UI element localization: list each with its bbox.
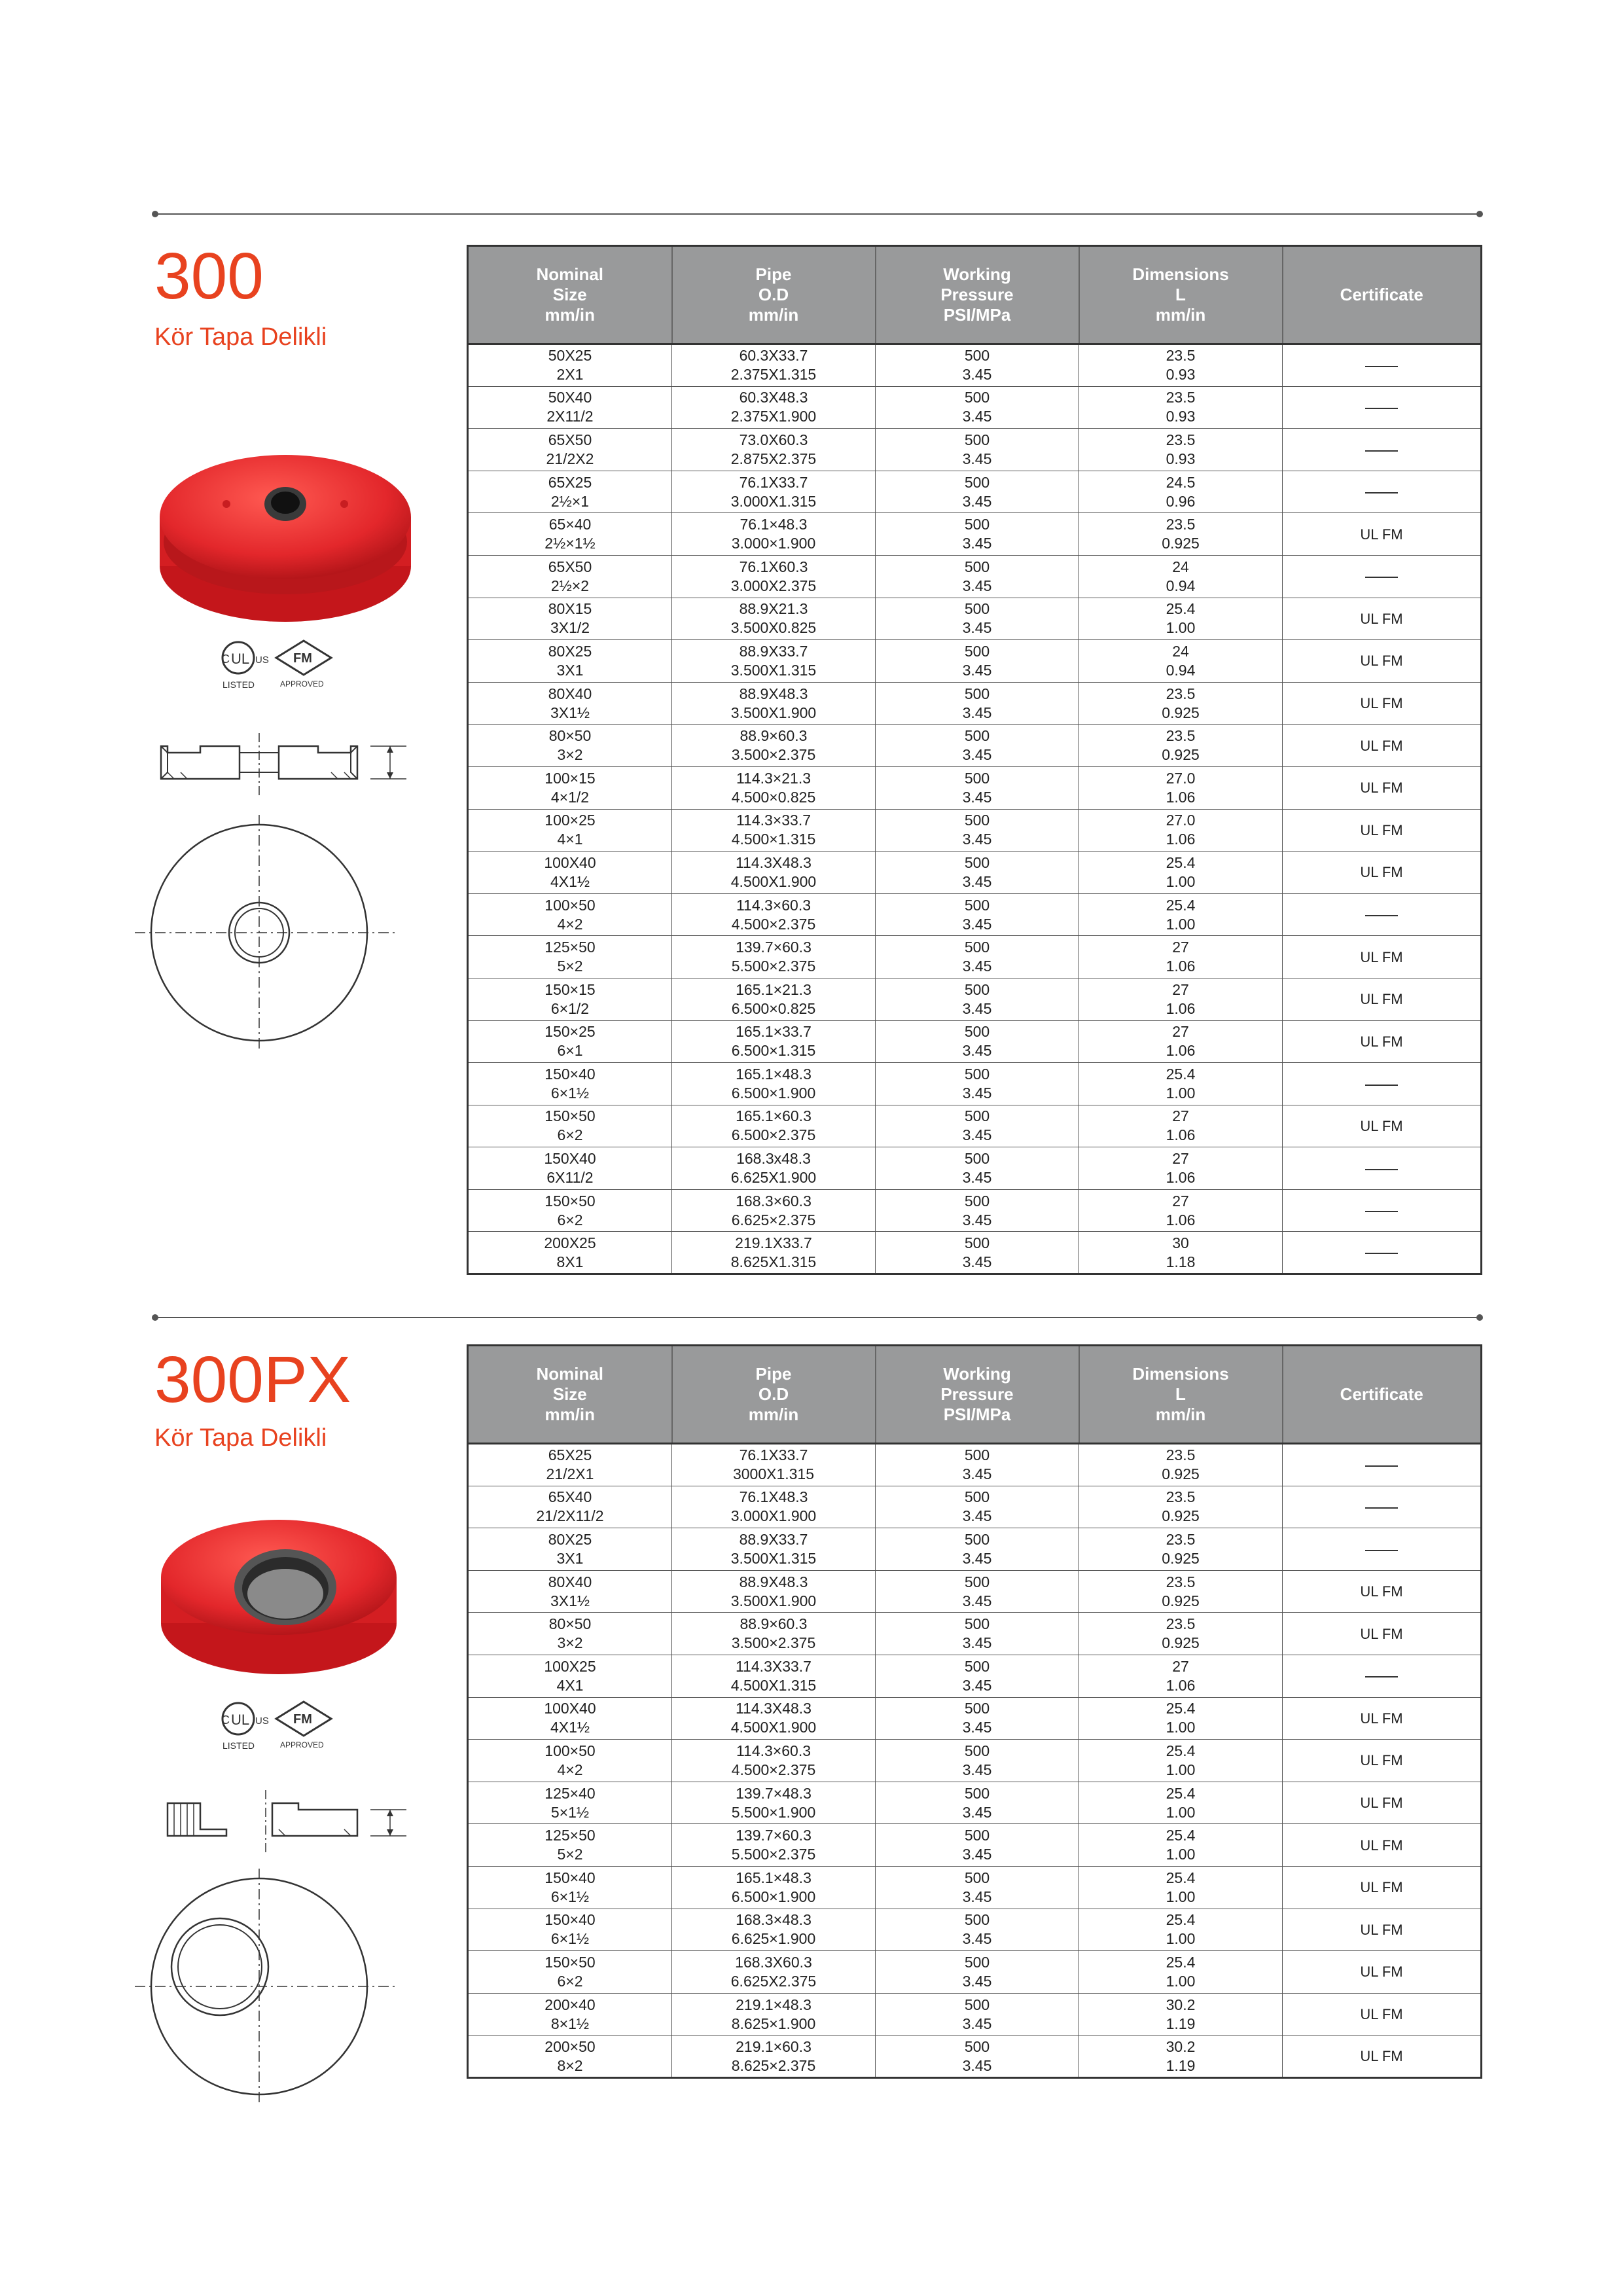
cell-nominal-size: 65X25 21/2X1 bbox=[468, 1444, 672, 1486]
cell-nominal-size: 80X40 3X1½ bbox=[468, 682, 672, 725]
not-certified-dash bbox=[1365, 366, 1398, 367]
table-body-300px bbox=[468, 1444, 1482, 2078]
cell-pipe-od: 76.1×48.3 3.000×1.900 bbox=[672, 513, 876, 556]
cell-nominal-size: 80X15 3X1/2 bbox=[468, 598, 672, 640]
not-certified-dash bbox=[1365, 1550, 1398, 1551]
cell-dimension-l: 25.4 1.00 bbox=[1079, 893, 1283, 936]
header-dimensions: Dimensions L mm/in bbox=[1079, 246, 1283, 344]
cell-nominal-size: 150×40 6×1½ bbox=[468, 1866, 672, 1909]
cell-nominal-size: 65X40 21/2X11/2 bbox=[468, 1486, 672, 1528]
cell-working-pressure: 500 3.45 bbox=[876, 1993, 1079, 2036]
product-photo-blind-cap-icon bbox=[154, 425, 416, 628]
not-certified-dash bbox=[1365, 1169, 1398, 1170]
cell-dimension-l: 25.4 1.00 bbox=[1079, 1951, 1283, 1994]
table-row bbox=[468, 1570, 1482, 1613]
cell-dimension-l: 25.4 1.00 bbox=[1079, 1782, 1283, 1824]
cell-nominal-size: 150×50 6×2 bbox=[468, 1105, 672, 1147]
cell-working-pressure: 500 3.45 bbox=[876, 1740, 1079, 1782]
table-row bbox=[468, 1189, 1482, 1232]
cell-working-pressure: 500 3.45 bbox=[876, 682, 1079, 725]
cell-pipe-od: 114.3×33.7 4.500×1.315 bbox=[672, 809, 876, 852]
cell-certificate bbox=[1283, 555, 1482, 598]
cell-dimension-l: 23.5 0.93 bbox=[1079, 344, 1283, 387]
cell-working-pressure: 500 3.45 bbox=[876, 555, 1079, 598]
cell-working-pressure: 500 3.45 bbox=[876, 1486, 1079, 1528]
cell-nominal-size: 100X40 4X1½ bbox=[468, 1697, 672, 1740]
table-row bbox=[468, 1105, 1482, 1147]
table-row bbox=[468, 513, 1482, 556]
cell-pipe-od: 139.7×60.3 5.500×2.375 bbox=[672, 1824, 876, 1867]
cell-dimension-l: 24.5 0.96 bbox=[1079, 471, 1283, 513]
fm-caption: APPROVED bbox=[280, 679, 324, 689]
certification-logos-300px bbox=[213, 1699, 344, 1755]
cell-pipe-od: 168.3×60.3 6.625×2.375 bbox=[672, 1189, 876, 1232]
cell-certificate bbox=[1283, 386, 1482, 429]
product-subtitle-300: Kör Tapa Delikli bbox=[154, 323, 327, 351]
cell-working-pressure: 500 3.45 bbox=[876, 1613, 1079, 1655]
table-row bbox=[468, 1020, 1482, 1063]
table-row bbox=[468, 1951, 1482, 1994]
cell-nominal-size: 50X25 2X1 bbox=[468, 344, 672, 387]
cell-pipe-od: 165.1×33.7 6.500×1.315 bbox=[672, 1020, 876, 1063]
cell-dimension-l: 25.4 1.00 bbox=[1079, 1866, 1283, 1909]
ul-left-letter: C bbox=[221, 1713, 230, 1727]
section-divider-middle bbox=[154, 1317, 1480, 1318]
cell-pipe-od: 88.9X33.7 3.500X1.315 bbox=[672, 640, 876, 683]
ul-right-letters: US bbox=[255, 1715, 269, 1727]
cell-pipe-od: 88.9X33.7 3.500X1.315 bbox=[672, 1528, 876, 1571]
cell-dimension-l: 27.0 1.06 bbox=[1079, 809, 1283, 852]
cell-certificate bbox=[1283, 471, 1482, 513]
cell-pipe-od: 219.1×48.3 8.625×1.900 bbox=[672, 1993, 876, 2036]
cell-working-pressure: 500 3.45 bbox=[876, 1866, 1079, 1909]
cell-certificate bbox=[1283, 1486, 1482, 1528]
table-row bbox=[468, 1824, 1482, 1867]
table-row bbox=[468, 1528, 1482, 1571]
cell-working-pressure: 500 3.45 bbox=[876, 429, 1079, 471]
header-pipe-od: Pipe O.D mm/in bbox=[672, 246, 876, 344]
table-row bbox=[468, 386, 1482, 429]
cell-dimension-l: 23.5 0.925 bbox=[1079, 1570, 1283, 1613]
not-certified-dash bbox=[1365, 1465, 1398, 1467]
cell-certificate: UL FM bbox=[1283, 2036, 1482, 2078]
cell-pipe-od: 114.3X33.7 4.500X1.315 bbox=[672, 1655, 876, 1697]
cell-nominal-size: 125×40 5×1½ bbox=[468, 1782, 672, 1824]
cell-dimension-l: 23.5 0.93 bbox=[1079, 429, 1283, 471]
table-row bbox=[468, 1232, 1482, 1274]
cell-pipe-od: 168.3×48.3 6.625×1.900 bbox=[672, 1909, 876, 1951]
cell-certificate: UL FM bbox=[1283, 1782, 1482, 1824]
cell-pipe-od: 114.3X48.3 4.500X1.900 bbox=[672, 1697, 876, 1740]
table-row bbox=[468, 1444, 1482, 1486]
table-row bbox=[468, 766, 1482, 809]
cell-nominal-size: 80X25 3X1 bbox=[468, 640, 672, 683]
cell-working-pressure: 500 3.45 bbox=[876, 1528, 1079, 1571]
spec-table-300 bbox=[467, 245, 1482, 1275]
cell-pipe-od: 88.9X48.3 3.500X1.900 bbox=[672, 682, 876, 725]
cell-nominal-size: 65X50 21/2X2 bbox=[468, 429, 672, 471]
table-row bbox=[468, 1613, 1482, 1655]
cell-pipe-od: 168.3X60.3 6.625X2.375 bbox=[672, 1951, 876, 1994]
cell-certificate bbox=[1283, 1232, 1482, 1274]
cell-dimension-l: 23.5 0.925 bbox=[1079, 1486, 1283, 1528]
cell-working-pressure: 500 3.45 bbox=[876, 725, 1079, 767]
cell-pipe-od: 114.3×21.3 4.500×0.825 bbox=[672, 766, 876, 809]
cell-nominal-size: 200×50 8×2 bbox=[468, 2036, 672, 2078]
cell-dimension-l: 23.5 0.925 bbox=[1079, 1444, 1283, 1486]
header-certificate: Certificate bbox=[1283, 246, 1482, 344]
cell-working-pressure: 500 3.45 bbox=[876, 1232, 1079, 1274]
cell-pipe-od: 165.1×48.3 6.500×1.900 bbox=[672, 1063, 876, 1105]
header-nominal-size: Nominal Size mm/in bbox=[468, 246, 672, 344]
cell-nominal-size: 150×50 6×2 bbox=[468, 1189, 672, 1232]
section-drawing-300px-icon bbox=[154, 1790, 416, 1856]
product-code-300px: 300PX bbox=[154, 1343, 351, 1416]
cell-certificate: UL FM bbox=[1283, 682, 1482, 725]
cell-dimension-l: 25.4 1.00 bbox=[1079, 1697, 1283, 1740]
plan-drawing-300-icon bbox=[135, 815, 410, 1050]
cell-certificate: UL FM bbox=[1283, 1740, 1482, 1782]
cell-working-pressure: 500 3.45 bbox=[876, 1951, 1079, 1994]
cell-certificate bbox=[1283, 1655, 1482, 1697]
table-row bbox=[468, 1655, 1482, 1697]
table-row bbox=[468, 1866, 1482, 1909]
product-code-300: 300 bbox=[154, 240, 264, 313]
ul-left-letter: C bbox=[221, 653, 230, 666]
cell-dimension-l: 23.5 0.925 bbox=[1079, 1528, 1283, 1571]
cell-working-pressure: 500 3.45 bbox=[876, 978, 1079, 1020]
cell-working-pressure: 500 3.45 bbox=[876, 893, 1079, 936]
cell-working-pressure: 500 3.45 bbox=[876, 513, 1079, 556]
cell-nominal-size: 150×50 6×2 bbox=[468, 1951, 672, 1994]
cell-dimension-l: 27 1.06 bbox=[1079, 1105, 1283, 1147]
cell-certificate: UL FM bbox=[1283, 936, 1482, 978]
cell-nominal-size: 80X25 3X1 bbox=[468, 1528, 672, 1571]
fm-center-letters: FM bbox=[293, 1712, 312, 1727]
cell-working-pressure: 500 3.45 bbox=[876, 1147, 1079, 1190]
cell-pipe-od: 88.9X21.3 3.500X0.825 bbox=[672, 598, 876, 640]
cell-nominal-size: 200X25 8X1 bbox=[468, 1232, 672, 1274]
cell-certificate: UL FM bbox=[1283, 513, 1482, 556]
table-row bbox=[468, 1740, 1482, 1782]
cell-working-pressure: 500 3.45 bbox=[876, 2036, 1079, 2078]
certification-logos-300 bbox=[213, 638, 344, 694]
header-working-pressure: Working Pressure PSI/MPa bbox=[876, 1346, 1079, 1444]
cell-pipe-od: 88.9×60.3 3.500×2.375 bbox=[672, 725, 876, 767]
cell-certificate: UL FM bbox=[1283, 1697, 1482, 1740]
cell-working-pressure: 500 3.45 bbox=[876, 1824, 1079, 1867]
cell-certificate bbox=[1283, 429, 1482, 471]
cell-pipe-od: 168.3x48.3 6.625X1.900 bbox=[672, 1147, 876, 1190]
product-subtitle-300px: Kör Tapa Delikli bbox=[154, 1424, 327, 1452]
cell-working-pressure: 500 3.45 bbox=[876, 1020, 1079, 1063]
table-row bbox=[468, 2036, 1482, 2078]
cell-pipe-od: 76.1X48.3 3.000X1.900 bbox=[672, 1486, 876, 1528]
not-certified-dash bbox=[1365, 1211, 1398, 1212]
section-divider-top bbox=[154, 213, 1480, 215]
cell-dimension-l: 23.5 0.93 bbox=[1079, 386, 1283, 429]
cell-pipe-od: 219.1×60.3 8.625×2.375 bbox=[672, 2036, 876, 2078]
cell-dimension-l: 30.2 1.19 bbox=[1079, 1993, 1283, 2036]
cell-nominal-size: 100X40 4X1½ bbox=[468, 852, 672, 894]
cell-dimension-l: 30.2 1.19 bbox=[1079, 2036, 1283, 2078]
cell-nominal-size: 150×40 6×1½ bbox=[468, 1909, 672, 1951]
cell-certificate: UL FM bbox=[1283, 1105, 1482, 1147]
cell-dimension-l: 25.4 1.00 bbox=[1079, 598, 1283, 640]
cell-nominal-size: 200×40 8×1½ bbox=[468, 1993, 672, 2036]
cell-dimension-l: 24 0.94 bbox=[1079, 640, 1283, 683]
table-row bbox=[468, 1063, 1482, 1105]
cell-dimension-l: 25.4 1.00 bbox=[1079, 1740, 1283, 1782]
ul-center-letters: UL bbox=[231, 1712, 250, 1728]
cell-certificate: UL FM bbox=[1283, 1866, 1482, 1909]
cell-working-pressure: 500 3.45 bbox=[876, 1063, 1079, 1105]
cell-dimension-l: 23.5 0.925 bbox=[1079, 682, 1283, 725]
cell-dimension-l: 23.5 0.925 bbox=[1079, 725, 1283, 767]
cell-certificate: UL FM bbox=[1283, 1613, 1482, 1655]
cell-working-pressure: 500 3.45 bbox=[876, 1909, 1079, 1951]
cell-pipe-od: 165.1×48.3 6.500×1.900 bbox=[672, 1866, 876, 1909]
cell-nominal-size: 100×25 4×1 bbox=[468, 809, 672, 852]
cell-pipe-od: 114.3X48.3 4.500X1.900 bbox=[672, 852, 876, 894]
cell-working-pressure: 500 3.45 bbox=[876, 640, 1079, 683]
header-certificate: Certificate bbox=[1283, 1346, 1482, 1444]
cell-nominal-size: 80×50 3×2 bbox=[468, 1613, 672, 1655]
cell-nominal-size: 100×50 4×2 bbox=[468, 893, 672, 936]
cell-dimension-l: 27 1.06 bbox=[1079, 1147, 1283, 1190]
cell-certificate bbox=[1283, 344, 1482, 387]
table-row bbox=[468, 852, 1482, 894]
cell-pipe-od: 88.9X48.3 3.500X1.900 bbox=[672, 1570, 876, 1613]
fm-center-letters: FM bbox=[293, 651, 312, 666]
cell-pipe-od: 139.7×60.3 5.500×2.375 bbox=[672, 936, 876, 978]
cell-dimension-l: 27 1.06 bbox=[1079, 1655, 1283, 1697]
not-certified-dash bbox=[1365, 408, 1398, 409]
cell-certificate bbox=[1283, 1063, 1482, 1105]
table-row bbox=[468, 1697, 1482, 1740]
cell-dimension-l: 27 1.06 bbox=[1079, 936, 1283, 978]
cell-certificate: UL FM bbox=[1283, 1993, 1482, 2036]
cell-pipe-od: 139.7×48.3 5.500×1.900 bbox=[672, 1782, 876, 1824]
table-row bbox=[468, 555, 1482, 598]
not-certified-dash bbox=[1365, 1085, 1398, 1086]
cell-certificate: UL FM bbox=[1283, 1570, 1482, 1613]
cell-pipe-od: 76.1X33.7 3.000X1.315 bbox=[672, 471, 876, 513]
table-row bbox=[468, 598, 1482, 640]
cell-certificate: UL FM bbox=[1283, 809, 1482, 852]
table-row bbox=[468, 1993, 1482, 2036]
cell-nominal-size: 80X40 3X1½ bbox=[468, 1570, 672, 1613]
cell-working-pressure: 500 3.45 bbox=[876, 1570, 1079, 1613]
table-row bbox=[468, 1486, 1482, 1528]
cell-certificate: UL FM bbox=[1283, 978, 1482, 1020]
cell-certificate: UL FM bbox=[1283, 640, 1482, 683]
not-certified-dash bbox=[1365, 1507, 1398, 1509]
not-certified-dash bbox=[1365, 915, 1398, 916]
cell-dimension-l: 23.5 0.925 bbox=[1079, 513, 1283, 556]
cell-certificate: UL FM bbox=[1283, 1909, 1482, 1951]
table-row bbox=[468, 1147, 1482, 1190]
cell-nominal-size: 150×40 6×1½ bbox=[468, 1063, 672, 1105]
cell-certificate: UL FM bbox=[1283, 1020, 1482, 1063]
spec-table-300px bbox=[467, 1344, 1482, 2079]
cell-certificate bbox=[1283, 1528, 1482, 1571]
table-row bbox=[468, 1782, 1482, 1824]
cell-pipe-od: 76.1X33.7 3000X1.315 bbox=[672, 1444, 876, 1486]
table-row bbox=[468, 725, 1482, 767]
table-row bbox=[468, 809, 1482, 852]
table-row bbox=[468, 1909, 1482, 1951]
cell-nominal-size: 100×15 4×1/2 bbox=[468, 766, 672, 809]
cell-working-pressure: 500 3.45 bbox=[876, 936, 1079, 978]
cell-dimension-l: 27 1.06 bbox=[1079, 1189, 1283, 1232]
cell-working-pressure: 500 3.45 bbox=[876, 766, 1079, 809]
cell-dimension-l: 25.4 1.00 bbox=[1079, 1824, 1283, 1867]
cell-pipe-od: 60.3X48.3 2.375X1.900 bbox=[672, 386, 876, 429]
cell-pipe-od: 88.9×60.3 3.500×2.375 bbox=[672, 1613, 876, 1655]
cell-dimension-l: 25.4 1.00 bbox=[1079, 1063, 1283, 1105]
cell-nominal-size: 100X25 4X1 bbox=[468, 1655, 672, 1697]
cell-pipe-od: 60.3X33.7 2.375X1.315 bbox=[672, 344, 876, 387]
cell-dimension-l: 23.5 0.925 bbox=[1079, 1613, 1283, 1655]
cell-nominal-size: 65×40 2½×1½ bbox=[468, 513, 672, 556]
table-row bbox=[468, 893, 1482, 936]
cell-pipe-od: 219.1X33.7 8.625X1.315 bbox=[672, 1232, 876, 1274]
cell-dimension-l: 24 0.94 bbox=[1079, 555, 1283, 598]
cell-nominal-size: 150×25 6×1 bbox=[468, 1020, 672, 1063]
cell-pipe-od: 165.1×60.3 6.500×2.375 bbox=[672, 1105, 876, 1147]
cell-working-pressure: 500 3.45 bbox=[876, 1444, 1079, 1486]
cell-working-pressure: 500 3.45 bbox=[876, 598, 1079, 640]
cell-certificate: UL FM bbox=[1283, 598, 1482, 640]
cell-working-pressure: 500 3.45 bbox=[876, 1697, 1079, 1740]
table-row bbox=[468, 429, 1482, 471]
cell-certificate: UL FM bbox=[1283, 766, 1482, 809]
cell-working-pressure: 500 3.45 bbox=[876, 1189, 1079, 1232]
cell-working-pressure: 500 3.45 bbox=[876, 1782, 1079, 1824]
cell-certificate: UL FM bbox=[1283, 852, 1482, 894]
table-row bbox=[468, 471, 1482, 513]
not-certified-dash bbox=[1365, 492, 1398, 493]
table-header-row bbox=[468, 246, 1482, 344]
cell-pipe-od: 76.1X60.3 3.000X2.375 bbox=[672, 555, 876, 598]
cell-nominal-size: 50X40 2X11/2 bbox=[468, 386, 672, 429]
header-nominal-size: Nominal Size mm/in bbox=[468, 1346, 672, 1444]
cell-working-pressure: 500 3.45 bbox=[876, 809, 1079, 852]
section-drawing-300-icon bbox=[154, 733, 416, 798]
table-row bbox=[468, 978, 1482, 1020]
fm-approved-logo-icon bbox=[276, 641, 331, 689]
cell-working-pressure: 500 3.45 bbox=[876, 471, 1079, 513]
cell-certificate bbox=[1283, 1444, 1482, 1486]
cell-certificate bbox=[1283, 893, 1482, 936]
not-certified-dash bbox=[1365, 1253, 1398, 1254]
product-photo-reducing-cap-icon bbox=[154, 1496, 403, 1679]
fm-approved-logo-icon bbox=[276, 1702, 331, 1749]
cell-working-pressure: 500 3.45 bbox=[876, 1655, 1079, 1697]
cell-dimension-l: 25.4 1.00 bbox=[1079, 1909, 1283, 1951]
cell-working-pressure: 500 3.45 bbox=[876, 1105, 1079, 1147]
table-body-300 bbox=[468, 344, 1482, 1274]
cell-certificate: UL FM bbox=[1283, 725, 1482, 767]
cell-pipe-od: 165.1×21.3 6.500×0.825 bbox=[672, 978, 876, 1020]
cell-dimension-l: 25.4 1.00 bbox=[1079, 852, 1283, 894]
cell-dimension-l: 30 1.18 bbox=[1079, 1232, 1283, 1274]
not-certified-dash bbox=[1365, 450, 1398, 452]
cell-dimension-l: 27 1.06 bbox=[1079, 1020, 1283, 1063]
table-row bbox=[468, 936, 1482, 978]
cell-certificate bbox=[1283, 1189, 1482, 1232]
ul-right-letters: US bbox=[255, 655, 269, 666]
table-row bbox=[468, 344, 1482, 387]
ul-center-letters: UL bbox=[231, 651, 250, 667]
cell-dimension-l: 27.0 1.06 bbox=[1079, 766, 1283, 809]
not-certified-dash bbox=[1365, 1676, 1398, 1677]
not-certified-dash bbox=[1365, 577, 1398, 578]
cell-working-pressure: 500 3.45 bbox=[876, 386, 1079, 429]
cell-nominal-size: 65X50 2½×2 bbox=[468, 555, 672, 598]
header-pipe-od: Pipe O.D mm/in bbox=[672, 1346, 876, 1444]
cell-working-pressure: 500 3.45 bbox=[876, 344, 1079, 387]
cell-nominal-size: 100×50 4×2 bbox=[468, 1740, 672, 1782]
cell-certificate bbox=[1283, 1147, 1482, 1190]
ul-caption: LISTED bbox=[223, 679, 255, 690]
cell-nominal-size: 150×15 6×1/2 bbox=[468, 978, 672, 1020]
ul-listed-logo-icon bbox=[221, 642, 269, 690]
cell-pipe-od: 114.3×60.3 4.500×2.375 bbox=[672, 893, 876, 936]
table-row bbox=[468, 682, 1482, 725]
cell-dimension-l: 27 1.06 bbox=[1079, 978, 1283, 1020]
fm-caption: APPROVED bbox=[280, 1740, 324, 1749]
cell-nominal-size: 125×50 5×2 bbox=[468, 936, 672, 978]
cell-nominal-size: 125×50 5×2 bbox=[468, 1824, 672, 1867]
table-header-row bbox=[468, 1346, 1482, 1444]
plan-drawing-300px-icon bbox=[135, 1869, 410, 2104]
cell-nominal-size: 80×50 3×2 bbox=[468, 725, 672, 767]
cell-working-pressure: 500 3.45 bbox=[876, 852, 1079, 894]
cell-certificate: UL FM bbox=[1283, 1824, 1482, 1867]
ul-listed-logo-icon bbox=[221, 1703, 269, 1751]
table-row bbox=[468, 640, 1482, 683]
cell-nominal-size: 150X40 6X11/2 bbox=[468, 1147, 672, 1190]
header-working-pressure: Working Pressure PSI/MPa bbox=[876, 246, 1079, 344]
cell-nominal-size: 65X25 2½×1 bbox=[468, 471, 672, 513]
header-dimensions: Dimensions L mm/in bbox=[1079, 1346, 1283, 1444]
ul-caption: LISTED bbox=[223, 1740, 255, 1751]
cell-certificate: UL FM bbox=[1283, 1951, 1482, 1994]
cell-pipe-od: 114.3×60.3 4.500×2.375 bbox=[672, 1740, 876, 1782]
cell-pipe-od: 73.0X60.3 2.875X2.375 bbox=[672, 429, 876, 471]
